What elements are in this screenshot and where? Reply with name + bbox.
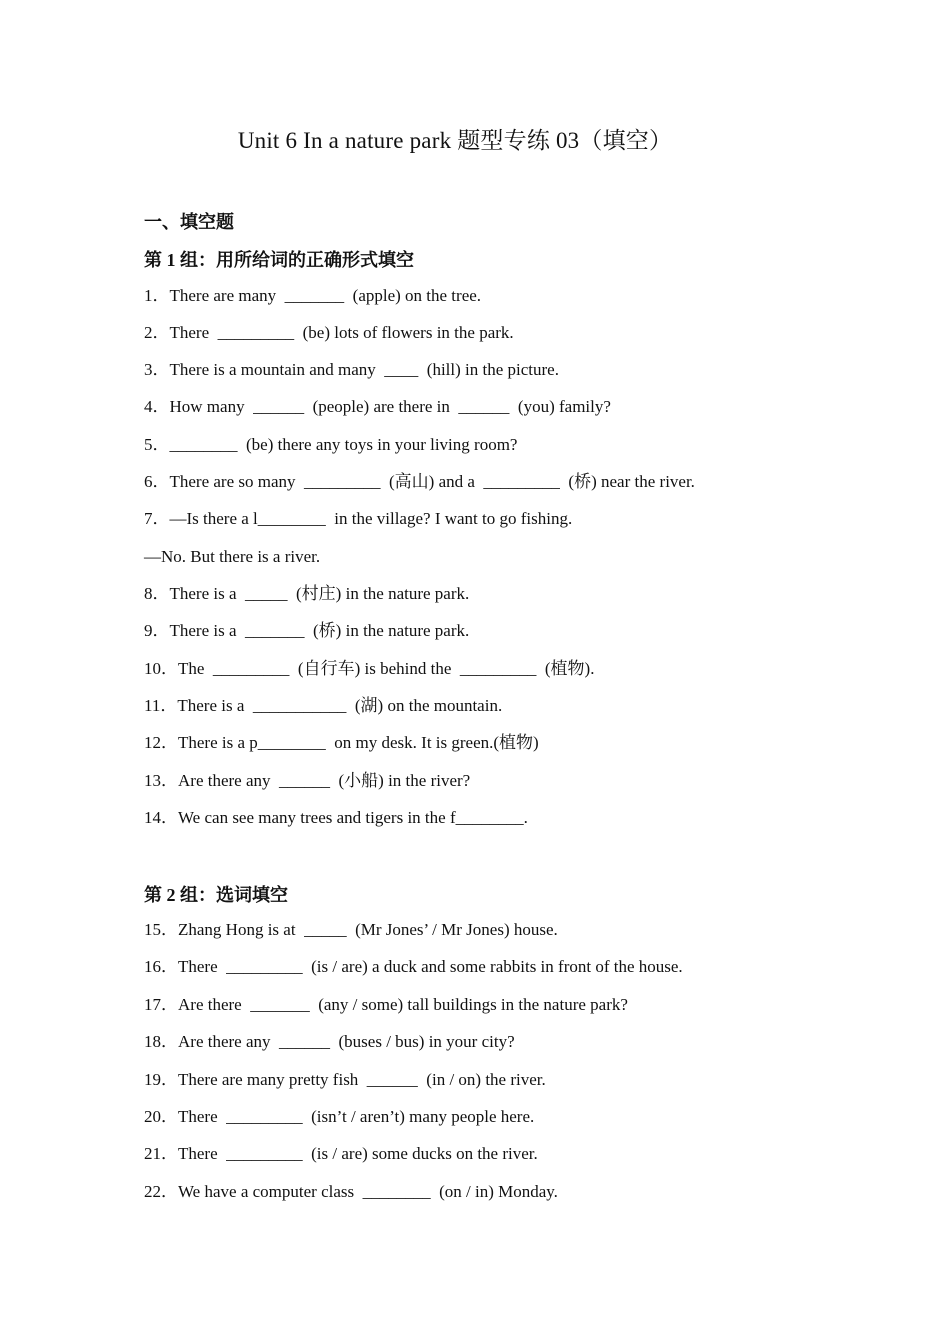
- question-15: 15．Zhang Hong is at _____ (Mr Jones’ / Mr Jones) house.: [144, 920, 558, 939]
- question-17: 17．Are there _______ (any / some) tall buildings in the nature park?: [144, 995, 628, 1014]
- question-14: 14．We can see many trees and tigers in the f________.: [144, 808, 528, 827]
- question-11: 11．There is a ___________ (湖) on the mountain.: [144, 696, 503, 715]
- question-9: 9．There is a _______ (桥) in the nature park.: [144, 621, 470, 640]
- group-1-heading: 第 1 组：用所给词的正确形式填空: [144, 250, 414, 270]
- question-10: 10．The _________ (自行车) is behind the _________ (植物).: [144, 659, 595, 678]
- question-7-answer-line: —No. But there is a river.: [144, 547, 321, 566]
- group-2-heading: 第 2 组：选词填空: [144, 885, 288, 905]
- question-5: 5．________ (be) there any toys in your living room?: [144, 435, 518, 454]
- question-13: 13．Are there any ______ (小船) in the river?: [144, 771, 471, 790]
- question-12: 12．There is a p________ on my desk. It is green.(植物): [144, 733, 539, 752]
- worksheet-title: Unit 6 In a nature park 题型专练 03（填空）: [237, 128, 673, 153]
- question-18: 18．Are there any ______ (buses / bus) in your city?: [144, 1032, 515, 1051]
- question-1: 1．There are many _______ (apple) on the tree.: [144, 286, 482, 305]
- question-2: 2．There _________ (be) lots of flowers in the park.: [144, 323, 514, 342]
- question-4: 4．How many ______ (people) are there in ______ (you) family?: [144, 397, 611, 416]
- question-20: 20．There _________ (isn’t / aren’t) many people here.: [144, 1107, 535, 1126]
- question-7: 7．—Is there a l________ in the village? I want to go fishing.: [144, 509, 573, 528]
- question-21: 21．There _________ (is / are) some ducks on the river.: [144, 1144, 538, 1163]
- question-19: 19．There are many pretty fish ______ (in / on) the river.: [144, 1070, 546, 1089]
- section-heading: 一、填空题: [144, 212, 234, 232]
- question-3: 3．There is a mountain and many ____ (hill) in the picture.: [144, 360, 559, 379]
- question-22: 22．We have a computer class ________ (on / in) Monday.: [144, 1182, 558, 1201]
- question-16: 16．There _________ (is / are) a duck and some rabbits in front of the house.: [144, 957, 683, 976]
- question-6: 6．There are so many _________ (高山) and a _________ (桥) near the river.: [144, 472, 695, 491]
- question-8: 8．There is a _____ (村庄) in the nature park.: [144, 584, 470, 603]
